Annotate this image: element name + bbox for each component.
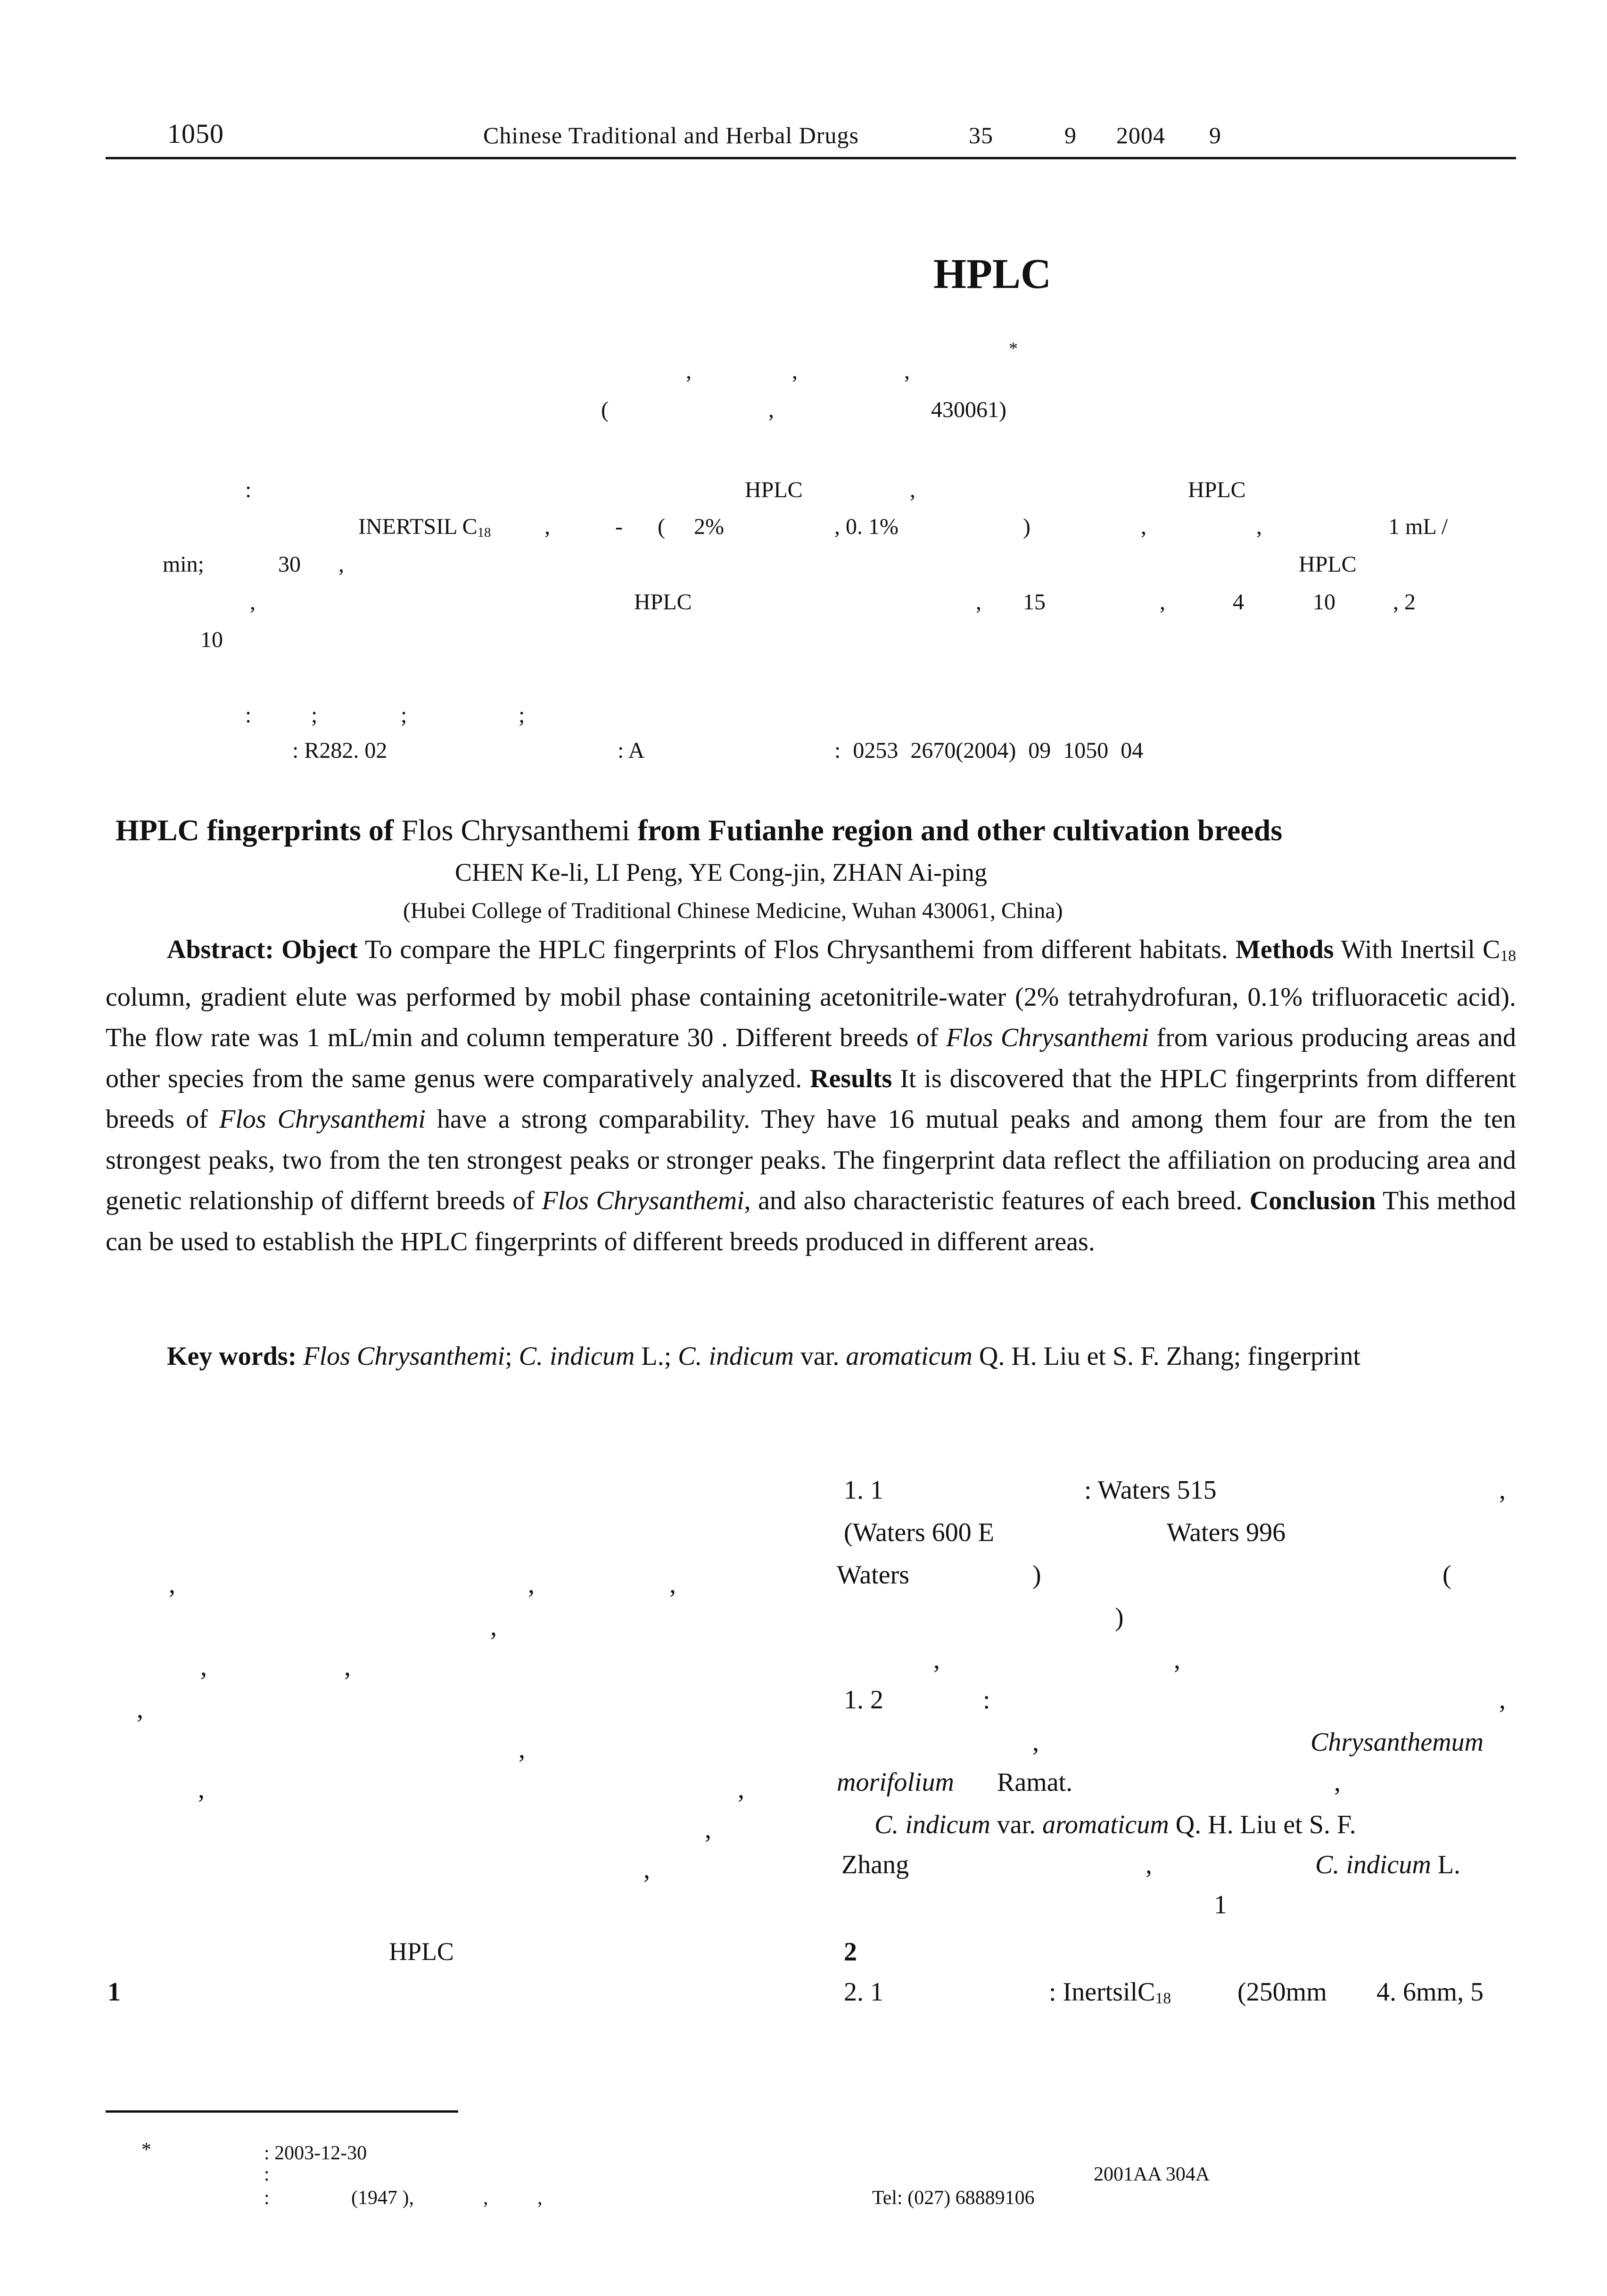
r3b-text: ) <box>1032 1560 1041 1590</box>
r10-comma: , <box>1146 1850 1152 1879</box>
cn-abstract-2: , 2 <box>1393 590 1416 615</box>
cn-abstract-temp: 30 <box>278 552 301 577</box>
header-rule <box>106 157 1516 159</box>
r10-species: C. indicum L. <box>1315 1850 1460 1879</box>
s11-number: 1. 1 <box>844 1476 883 1505</box>
cn-abstract-dash: - <box>615 514 623 539</box>
footnote-star: * <box>141 2139 151 2161</box>
s21-text: : InertsilC$_{18}$ <box>1049 1977 1171 2007</box>
year: 2004 <box>1116 122 1165 148</box>
s12-colon: : <box>983 1685 990 1714</box>
cn-abstract-comma: , <box>910 477 915 502</box>
cn-abstract-hplc-2: HPLC <box>1188 477 1246 502</box>
cn-abstract-15: 15 <box>1023 590 1046 615</box>
cn-abstract-min: min; <box>163 552 205 577</box>
volume: 35 <box>969 122 993 148</box>
cn-abstract-hplc-4: HPLC <box>634 590 692 615</box>
cn-abstract-tfa: , 0. 1% <box>834 514 898 539</box>
affil-comma: , <box>768 397 774 422</box>
author-star: * <box>1009 339 1018 359</box>
r7-species: Chrysanthemum <box>1310 1728 1484 1757</box>
s11-text: : Waters 515 <box>1084 1476 1217 1505</box>
cn-abstract-comma-f: , <box>976 590 981 615</box>
r4-text: ) <box>1115 1603 1124 1632</box>
cn-title: HPLC <box>933 251 1052 297</box>
issue: 9 <box>1064 122 1077 148</box>
s21-text2: (250mm <box>1237 1977 1327 2007</box>
cn-abstract-flow: 1 mL / <box>1388 514 1448 539</box>
r11-ref: 1 <box>1214 1890 1227 1919</box>
left-comma: , <box>669 1570 676 1599</box>
cn-abstract-hplc-3: HPLC <box>1299 552 1357 577</box>
en-affiliation: (Hubei College of Traditional Chinese Medicine, Wuhan 430061, China) <box>403 898 1063 923</box>
cn-clc: : R282. 02 <box>292 738 387 763</box>
author-comma-2: , <box>792 359 798 384</box>
footnote-fund-no: 2001AA 304A <box>1094 2164 1210 2185</box>
cn-keywords-sep-3: ; <box>519 703 525 728</box>
footnote-bio-colon: : <box>264 2187 270 2209</box>
r8-species: morifolium <box>837 1768 954 1797</box>
cn-abstract-colon: : <box>245 477 252 502</box>
r7-comma: , <box>1032 1728 1039 1757</box>
page-number: 1050 <box>167 118 224 149</box>
affil-open: ( <box>601 397 609 422</box>
cn-abstract-comma-b: , <box>1141 514 1146 539</box>
s21-number: 2. 1 <box>844 1977 883 2007</box>
cn-abstract-comma-a: , <box>544 514 550 539</box>
en-authors: CHEN Ke-li, LI Peng, YE Cong-jin, ZHAN Ai-ping <box>455 858 987 886</box>
en-keywords: Key words: Flos Chrysanthemi; C. indicum L.; C. indicum var. aromaticum Q. H. Liu et S. F. Zhang; fingerprint <box>167 1342 1360 1371</box>
section-1-heading: 1 <box>107 1977 121 2007</box>
footnote-rule <box>106 2110 458 2113</box>
cn-keywords-colon: : <box>245 703 252 728</box>
footnote-bio-comma-1: , <box>483 2187 488 2209</box>
cn-keywords-sep-2: ; <box>401 703 407 728</box>
s21-text3: 4. 6mm, 5 <box>1376 1977 1484 2007</box>
author-comma-3: , <box>904 359 910 384</box>
cn-abstract-paren: ( <box>658 514 665 539</box>
left-comma: , <box>705 1815 711 1844</box>
r2b-text: Waters 996 <box>1167 1518 1286 1547</box>
left-comma: , <box>643 1855 650 1884</box>
left-comma: , <box>519 1735 525 1764</box>
footnote-received: : 2003-12-30 <box>264 2142 367 2164</box>
r8-author: Ramat. <box>997 1768 1073 1797</box>
cn-abstract-comma-c: , <box>1256 514 1262 539</box>
footnote-fund-colon: : <box>264 2164 270 2185</box>
r3-text: Waters <box>837 1560 910 1590</box>
cn-abstract-close: ) <box>1023 514 1030 539</box>
cn-abstract-10b: 10 <box>200 627 223 652</box>
en-title: HPLC fingerprints of Flos Chrysanthemi from Futianhe region and other cultivation breeds <box>115 813 1283 847</box>
left-comma: , <box>200 1652 207 1681</box>
cn-abstract-comma-g: , <box>1160 590 1165 615</box>
cn-abstract-comma-d: , <box>338 552 344 577</box>
cn-abstract-pct: 2% <box>694 514 724 539</box>
cn-abstract-hplc-1: HPLC <box>745 477 803 502</box>
left-comma: , <box>198 1775 205 1804</box>
footnote-bio-comma-2: , <box>537 2187 543 2209</box>
section-2-heading: 2 <box>844 1937 857 1967</box>
r8-comma: , <box>1334 1768 1341 1797</box>
cn-article-id: : 0253 2670(2004) 09 1050 04 <box>834 738 1144 763</box>
s12-number: 1. 2 <box>844 1685 883 1714</box>
cn-abstract-10: 10 <box>1313 590 1335 615</box>
r9-line: C. indicum var. aromaticum Q. H. Liu et S. F. <box>874 1810 1356 1839</box>
footnote-tel: Tel: (027) 68889106 <box>872 2187 1035 2209</box>
affil-postcode: 430061) <box>931 397 1006 422</box>
left-comma: , <box>738 1775 744 1804</box>
footnote-bio-year: (1947 ), <box>351 2187 414 2209</box>
left-comma: , <box>528 1570 535 1599</box>
en-abstract: Abstract: Object To compare the HPLC fingerprints of Flos Chrysanthemi from different habitats. Methods With Inertsil $C_{18}$ column, gradient elute was performed by mobil phase containing acetonitrile-water (2% tetrahydrofuran, 0.1% trifluoracetic acid). The flow rate was 1 mL/min and column temperature 30 . Different breeds of Flos Chrysanthemi from various producing areas and other species from the same genus were comparatively analyzed. Results It is discovered that the HPLC fingerprints from different breeds of Flos Chrysanthemi have a strong comparability. They have 16 mutual peaks and among them four are from the ten strongest peaks, two from the ten strongest peaks or stronger peaks. The fingerprint data reflect the affiliation on producing area and genetic relationship of differnt breeds of Flos Chrysanthemi, and also characteristic features of each breed. Conclusion This method can be used to establish the HPLC fingerprints of different breeds produced in different areas. <box>106 935 1516 1256</box>
left-comma: , <box>169 1570 175 1599</box>
cn-keywords-sep-1: ; <box>311 703 318 728</box>
s12-comma: , <box>1499 1685 1506 1714</box>
r2-text: (Waters 600 E <box>844 1518 994 1547</box>
r10-zhang: Zhang <box>841 1850 909 1879</box>
cn-abstract-4: 4 <box>1233 590 1244 615</box>
journal-name: Chinese Traditional and Herbal Drugs <box>483 122 859 148</box>
cn-abstract-column: INERTSIL $C_{18}$ <box>358 514 491 540</box>
r3c-text: ( <box>1442 1560 1451 1590</box>
month: 9 <box>1209 122 1221 148</box>
cn-abstract-comma-e: , <box>250 590 255 615</box>
left-comma: , <box>490 1612 497 1641</box>
left-comma: , <box>137 1695 143 1724</box>
cn-doc-code: : A <box>618 738 645 763</box>
r5b: , <box>1174 1645 1180 1674</box>
r5a: , <box>933 1645 940 1674</box>
left-comma: , <box>344 1652 351 1681</box>
s11-comma: , <box>1499 1476 1506 1505</box>
left-hplc: HPLC <box>389 1937 454 1966</box>
author-comma-1: , <box>686 359 692 384</box>
